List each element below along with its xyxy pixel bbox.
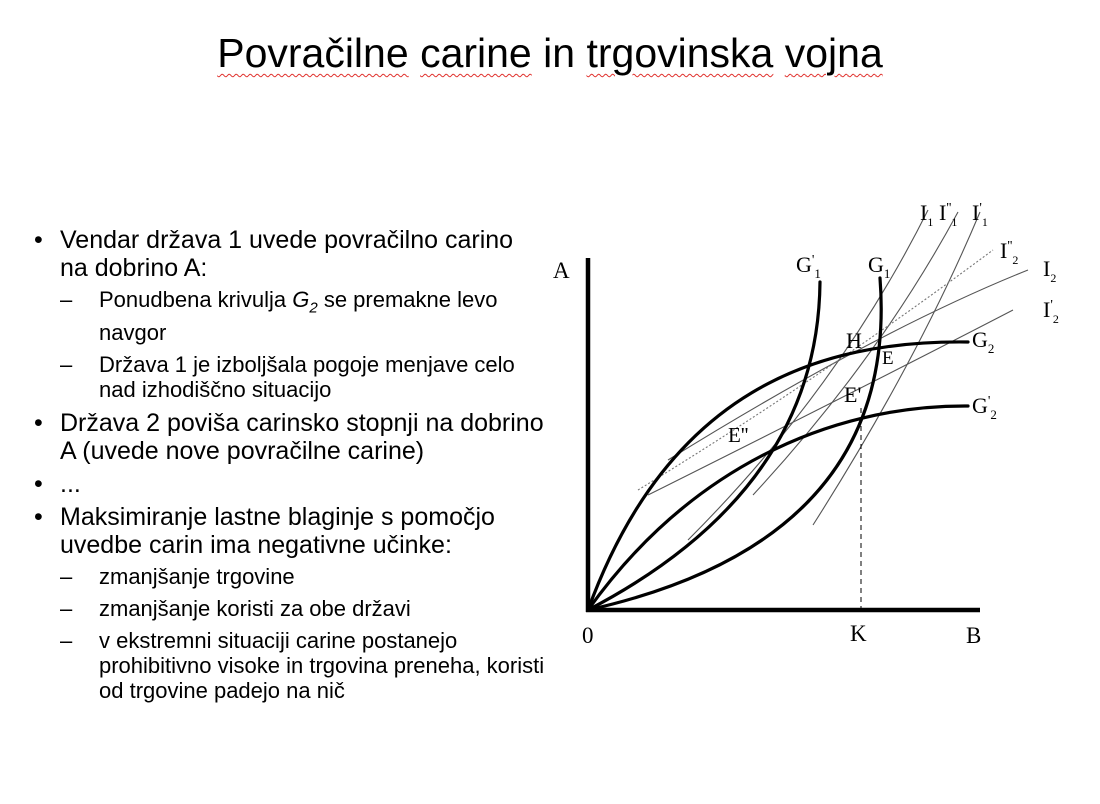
sub-bullet-terms-of-trade — [32, 352, 547, 402]
bullet-marker: • — [34, 226, 43, 254]
bullet-text: Država 2 poviša carinsko stopnji na dobrino A (uvede nove povračilne carine) — [60, 409, 544, 466]
sub-bullet-text: zmanjšanje koristi za obe državi — [99, 596, 411, 622]
axis-label-b: B — [966, 623, 982, 648]
curve-label-g1: $G_1$ — [868, 252, 891, 281]
bullet-retaliatory-tariff — [32, 226, 547, 282]
curve-label-i2-double-prime: $I''_2$ — [1000, 238, 1019, 267]
sub-bullet-text: Država 1 je izboljšala pogoje menjave celo nad izhodiščno situacijo — [99, 352, 515, 403]
curve-subscript: 2 — [309, 299, 318, 317]
bullet-negative-effects — [32, 503, 547, 559]
point-label-e: E — [882, 348, 894, 369]
sub-bullet-text: zmanjšanje trgovine — [99, 564, 295, 590]
title-word: trgovinska — [586, 30, 774, 76]
tick-label-k: K — [850, 621, 867, 646]
bullet-list — [32, 226, 547, 710]
origin-label: 0 — [582, 623, 594, 648]
indifference-curve-i1-prime — [813, 212, 980, 525]
indifference-curve-i2 — [668, 270, 1028, 460]
curve-label-i2-prime: $I'_2$ — [1043, 297, 1059, 326]
sub-bullet-less-benefits — [32, 596, 547, 621]
bullet-country-2 — [32, 409, 547, 465]
dash-marker: – — [60, 564, 73, 590]
sub-bullet-curve-shift — [32, 287, 547, 345]
bullet-marker: • — [34, 503, 43, 532]
sub-bullet-text: se premakne levo navgor — [99, 287, 498, 346]
offer-curve-g2-prime — [588, 406, 968, 610]
sub-bullet-less-trade — [32, 564, 547, 589]
bullet-marker: • — [34, 470, 43, 499]
bullet-text: Vendar država 1 uvede povračilno carino na dobrino A: — [60, 226, 514, 282]
curve-label-i1-prime: $I'_1$ — [972, 200, 988, 229]
offer-curve-g2 — [588, 342, 968, 610]
offer-curve-diagram — [548, 190, 1068, 660]
title-word: Povračilne — [217, 30, 409, 76]
slide-title — [0, 26, 1100, 80]
curve-label-g1-prime: $G'_1$ — [796, 252, 821, 281]
bullet-ellipsis — [32, 470, 547, 498]
curve-label-i1-double-prime: $I''_1$ — [939, 200, 958, 229]
dash-marker: – — [60, 628, 73, 654]
dash-marker: – — [60, 352, 73, 378]
dash-marker: – — [60, 596, 73, 622]
curve-label-g2-prime: $G'_2$ — [972, 393, 997, 422]
curve-variable: G — [292, 287, 310, 312]
bullet-text: Maksimiranje lastne blaginje s pomočjo uvedbe carin ima negativne učinke: — [60, 503, 495, 560]
indifference-curve-i2-prime — [648, 310, 1013, 495]
curve-label-g2: $G_2$ — [972, 327, 995, 356]
point-label-h: H — [846, 328, 862, 353]
axis-label-a: A — [553, 258, 570, 283]
title-word: vojna — [784, 30, 883, 76]
title-word: carine — [420, 30, 532, 76]
title-word: in — [543, 30, 576, 76]
sub-bullet-prohibitive — [32, 628, 547, 703]
point-label-e-double-prime: E'' — [728, 423, 749, 447]
sub-bullet-text: Ponudbena krivulja — [99, 287, 293, 312]
bullet-text: ... — [60, 470, 81, 499]
indifference-curve-i2-double-prime — [638, 250, 993, 490]
dash-marker: – — [60, 287, 73, 312]
curve-label-i2: $I_2$ — [1043, 256, 1057, 285]
point-label-e-prime: E' — [844, 382, 862, 407]
bullet-marker: • — [34, 409, 43, 438]
sub-bullet-text: v ekstremni situaciji carine postanejo prohibitivno visoke in trgovina preneha, koristi od trgovine padejo na nič — [99, 628, 545, 704]
curve-label-i1: $I_1$ — [920, 200, 934, 229]
